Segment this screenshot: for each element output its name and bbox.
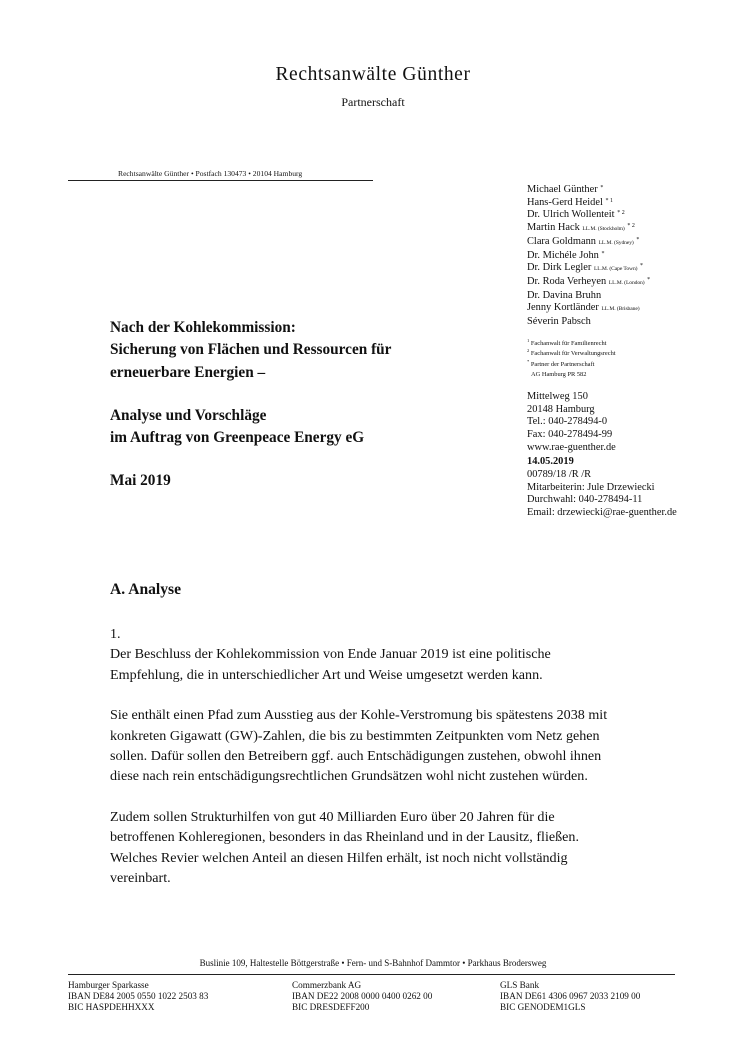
transport-info: Buslinie 109, Haltestelle Böttgerstraße • Fern- und S-Bahnhof Dammtor • Parkhaus Brodersweg [199, 958, 547, 968]
partner-entry [527, 316, 742, 329]
bank-details [292, 980, 432, 1014]
footnote [527, 358, 742, 369]
section-heading: A. Analyse [110, 581, 182, 598]
paragraph: Zudem sollen Strukturhilfen von gut 40 Milliarden Euro über 20 Jahren für die betroffenen Kohleregionen, besonders in das Rheinland und in der Lausitz, fließen. Welches Revier welchen Anteil an diesen Hilfen erhält, ist noch nicht vollständig vereinbart. [110, 808, 580, 887]
subject-line: im Auftrag von Greenpeace Energy eG [110, 429, 365, 447]
bank-bic: BIC GENODEM1GLS [500, 1002, 586, 1013]
footnote-text: Partner der Partnerschaft [530, 360, 595, 368]
partner-entry [527, 222, 742, 236]
bank-name: Commerzbank AG [292, 980, 362, 990]
bank-iban: IBAN DE84 2005 0550 1022 2503 83 [68, 991, 209, 1002]
street: Mittelweg 150 [527, 390, 588, 402]
bank-details [500, 980, 640, 1014]
bank-bic: BIC HASPDEHHXXX [68, 1002, 155, 1013]
subject-line: Sicherung von Flächen und Ressourcen für [110, 341, 392, 359]
partner-entry [527, 184, 742, 197]
paragraph: Sie enthält einen Pfad zum Ausstieg aus der Kohle-Verstromung bis spätestens 2038 mit konkreten Gigawatt (GW)-Zahlen, die bis zu bestimmten Zeitpunkten vom Netz gehen sollen. Dafür sollen den Betreibern ggf. auch Entschädigungen zustehen, obwohl ihnen diese nach rein entschädigungsrechtlichen Grundsätzen wohl nicht zustehen würden. [110, 707, 608, 785]
footnote-mark: * [527, 358, 530, 364]
subject-line: Analyse und Vorschläge [110, 406, 267, 424]
bank-iban: IBAN DE61 4306 0967 2033 2109 00 [500, 991, 641, 1002]
footnote [527, 368, 742, 379]
bank-details [68, 980, 208, 1014]
footnotes [527, 337, 742, 379]
partner-entry [527, 250, 742, 263]
letter-date: 14.05.2019 [527, 456, 574, 468]
direct-line: Durchwahl: 040-278494-11 [527, 494, 643, 506]
partner-entry [527, 302, 742, 316]
firm-type: Partnerschaft [341, 95, 405, 109]
office-address [527, 391, 742, 455]
partner-name: Dr. Michéle John [527, 249, 599, 261]
bank-iban: IBAN DE22 2008 0000 0400 0262 00 [292, 991, 433, 1002]
partner-name: Hans-Gerd Heidel [527, 196, 603, 208]
paragraph: Der Beschluss der Kohlekommission von Ende Januar 2019 ist eine politische Empfehlung, die in unterschiedlicher Art und Weise umgesetzt werden kann. [110, 646, 551, 683]
footer-rule [68, 974, 675, 975]
firm-name: Rechtsanwälte Günther [275, 64, 471, 85]
partner-footnote-mark: * [601, 250, 605, 257]
partner-name: Martin Hack [527, 222, 580, 234]
subject-line: erneuerbare Energien – [110, 363, 266, 381]
subject-block [110, 317, 470, 493]
bank-name: Hamburger Sparkasse [68, 980, 149, 990]
partner-footnote-mark: * [600, 185, 604, 191]
subject-date: Mai 2019 [110, 472, 171, 490]
partner-name: Dr. Dirk Legler [527, 262, 592, 274]
partner-entry [527, 290, 742, 303]
footnote-text: Fachanwalt für Verwaltungsrecht [530, 350, 616, 358]
partner-qualification: LL.M. (Stockholm) [582, 226, 625, 233]
partner-name: Clara Goldmann [527, 235, 596, 247]
return-address-rule [68, 180, 373, 181]
body-text [110, 624, 610, 908]
partner-footnote-mark: * 1 [605, 197, 613, 204]
partner-entry [527, 276, 742, 290]
partner-name: Séverin Pabsch [527, 316, 591, 328]
footnote [527, 347, 742, 358]
paragraph-number: 1. [110, 626, 121, 642]
partner-entry [527, 197, 742, 210]
footnote-text: AG Hamburg PR 582 [531, 371, 587, 379]
bank-bic: BIC DRESDEFF200 [292, 1002, 370, 1013]
footnote [527, 337, 742, 348]
partner-footnote-mark: * [636, 236, 640, 243]
email-link[interactable]: Email: drzewiecki@rae-guenther.de [527, 507, 677, 519]
partner-entry [527, 209, 742, 222]
partner-entry [527, 262, 742, 276]
footnote-mark: 1 [527, 337, 530, 343]
bank-name: GLS Bank [500, 980, 540, 990]
partner-footnote-mark: * 2 [627, 223, 635, 230]
telephone: Tel.: 040-278494-0 [527, 416, 608, 428]
partner-footnote-mark: * [640, 263, 644, 270]
partner-name: Dr. Roda Verheyen [527, 275, 607, 287]
website-link[interactable]: www.rae-guenther.de [527, 441, 616, 453]
footnote-mark: 2 [527, 348, 530, 354]
partner-name: Michael Günther [527, 184, 598, 195]
partner-footnote-mark: * [647, 276, 651, 283]
fax: Fax: 040-278494-99 [527, 428, 613, 440]
partner-qualification: LL.M. (Cape Town) [593, 266, 638, 273]
partner-name: Dr. Ulrich Wollenteit [527, 209, 615, 221]
partner-qualification: LL.M. (London) [608, 279, 645, 286]
city: 20148 Hamburg [527, 403, 595, 415]
letter-meta [527, 456, 742, 520]
subject-line: Nach der Kohlekommission: [110, 319, 296, 336]
sidebar [527, 184, 742, 520]
partner-list [527, 184, 742, 329]
return-address: Rechtsanwälte Günther • Postfach 130473 • 20104 Hamburg [118, 169, 303, 178]
partner-footnote-mark: * 2 [617, 210, 625, 217]
partner-qualification: LL.M. (Sydney) [598, 239, 634, 246]
reference-number: 00789/18 /R /R [527, 469, 592, 481]
partner-name: Dr. Davina Bruhn [527, 289, 602, 301]
partner-qualification: LL.M. (Brisbane) [601, 306, 640, 313]
partner-entry [527, 236, 742, 250]
partner-name: Jenny Kortländer [527, 302, 599, 314]
staff-name: Mitarbeiterin: Jule Drzewiecki [527, 481, 655, 493]
footnote-text: Fachanwalt für Familienrecht [530, 339, 607, 347]
